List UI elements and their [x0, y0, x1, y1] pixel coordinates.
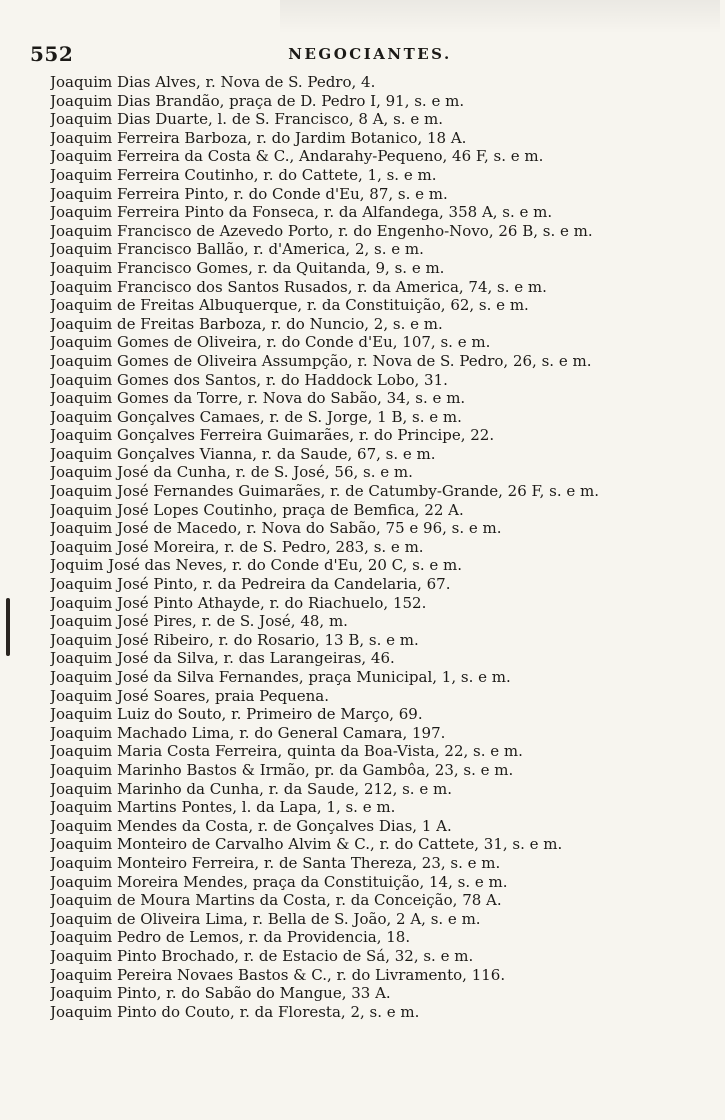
show-through-smudge [280, 0, 720, 34]
list-item: Joaquim José Soares, praia Pequena. [50, 686, 329, 705]
list-item: Joaquim Dias Duarte, l. de S. Francisco, 8 A, s. e m. [50, 110, 443, 129]
list-item: Joaquim José Fernandes Guimarães, r. de Catumby-Grande, 26 F, s. e m. [50, 482, 599, 501]
list-item: Joaquim Pedro de Lemos, r. da Providencia, 18. [50, 928, 411, 947]
list-item: Joaquim Monteiro Ferreira, r. de Santa Thereza, 23, s. e m. [50, 853, 501, 872]
list-item: Joquim José das Neves, r. do Conde d'Eu, 20 C, s. e m. [50, 556, 463, 575]
list-item: Joaquim José da Silva, r. das Larangeiras, 46. [50, 649, 395, 668]
list-item: Joaquim Martins Pontes, l. da Lapa, 1, s. e m. [50, 798, 396, 817]
list-item: Joaquim Francisco dos Santos Rusados, r. da America, 74, s. e m. [50, 277, 547, 296]
list-item: Joaquim Moreira Mendes, praça da Constituição, 14, s. e m. [50, 872, 508, 891]
list-item: Joaquim Gonçalves Vianna, r. da Saude, 67, s. e m. [50, 444, 436, 463]
list-item: Joaquim Maria Costa Ferreira, quinta da Boa-Vista, 22, s. e m. [50, 742, 523, 761]
list-item: Joaquim José Ribeiro, r. do Rosario, 13 B, s. e m. [50, 630, 419, 649]
list-item: Joaquim de Oliveira Lima, r. Bella de S. João, 2 A, s. e m. [50, 909, 481, 928]
list-item: Joaquim Ferreira da Costa & C., Andarahy-Pequeno, 46 F, s. e m. [50, 147, 544, 166]
list-item: Joaquim Pereira Novaes Bastos & C., r. do Livramento, 116. [50, 965, 506, 984]
list-item: Joaquim José da Cunha, r. de S. José, 56, s. e m. [50, 463, 413, 482]
list-item: Joaquim Gomes de Oliveira Assumpção, r. Nova de S. Pedro, 26, s. e m. [50, 351, 592, 370]
list-item: Joaquim Gonçalves Ferreira Guimarães, r. do Principe, 22. [50, 426, 495, 445]
list-item: Joaquim José Pinto, r. da Pedreira da Candelaria, 67. [50, 575, 451, 594]
list-item: Joaquim José Pires, r. de S. José, 48, m. [50, 612, 348, 631]
list-item: Joaquim Francisco Ballão, r. d'America, 2, s. e m. [50, 240, 424, 259]
list-item: Joaquim Luiz do Souto, r. Primeiro de Março, 69. [50, 705, 423, 724]
list-item: Joaquim Gomes da Torre, r. Nova do Sabão, 34, s. e m. [50, 389, 466, 408]
page-header [30, 42, 710, 66]
list-item: Joaquim Francisco Gomes, r. da Quitanda, 9, s. e m. [50, 258, 445, 277]
list-item: Joaquim José Lopes Coutinho, praça de Bemfica, 22 A. [50, 500, 464, 519]
list-item: Joaquim Pinto, r. do Sabão do Mangue, 33 A. [50, 984, 391, 1003]
list-item: Joaquim José Pinto Athayde, r. do Riachuelo, 152. [50, 593, 427, 612]
list-item: Joaquim José Moreira, r. de S. Pedro, 283, s. e m. [50, 537, 424, 556]
margin-ink-mark [6, 598, 10, 656]
list-item: Joaquim Marinho da Cunha, r. da Saude, 212, s. e m. [50, 779, 452, 798]
list-item: Joaquim José da Silva Fernandes, praça Municipal, 1, s. e m. [50, 668, 511, 686]
list-item: Joaquim Ferreira Pinto da Fonseca, r. da Alfandega, 358 A, s. e m. [50, 203, 553, 222]
list-item: Joaquim Marinho Bastos & Irmão, pr. da Gambôa, 23, s. e m. [50, 760, 514, 779]
list-item: Joaquim Monteiro de Carvalho Alvim & C., r. do Cattete, 31, s. e m. [50, 835, 563, 854]
list-item: Joaquim Gonçalves Camaes, r. de S. Jorge, 1 B, s. e m. [50, 407, 462, 426]
list-item: Joaquim de Moura Martins da Costa, r. da Conceição, 78 A. [50, 891, 502, 910]
section-title: NEGOCIANTES. [288, 45, 452, 63]
list-item: Joaquim Dias Brandão, praça de D. Pedro I, 91, s. e m. [50, 91, 465, 110]
list-item: Joaquim Ferreira Barboza, r. do Jardim Botanico, 18 A. [50, 128, 467, 147]
list-item: Joaquim Francisco de Azevedo Porto, r. do Engenho-Novo, 26 B, s. e m. [50, 221, 593, 240]
list-item: Joaquim de Freitas Barboza, r. do Nuncio, 2, s. e m. [50, 314, 443, 333]
list-item: Joaquim Machado Lima, r. do General Camara, 197. [50, 723, 446, 742]
list-item: Joaquim Gomes dos Santos, r. do Haddock Lobo, 31. [50, 370, 448, 389]
page-number: 552 [30, 42, 74, 66]
list-item: Joaquim Dias Alves, r. Nova de S. Pedro, 4. [50, 73, 376, 91]
list-item: Joaquim Mendes da Costa, r. de Gonçalves Dias, 1 A. [50, 816, 452, 835]
list-item: Joaquim Ferreira Pinto, r. do Conde d'Eu, 87, s. e m. [50, 184, 448, 203]
list-item: Joaquim Gomes de Oliveira, r. do Conde d'Eu, 107, s. e m. [50, 333, 491, 352]
list-item: Joaquim Pinto Brochado, r. de Estacio de Sá, 32, s. e m. [50, 946, 474, 965]
list-item: Joaquim Pinto do Couto, r. da Floresta, 2, s. e m. [50, 1002, 420, 1021]
list-item: Joaquim de Freitas Albuquerque, r. da Constituição, 62, s. e m. [50, 296, 529, 315]
list-item: Joaquim Ferreira Coutinho, r. do Cattete, 1, s. e m. [50, 165, 437, 184]
list-item: Joaquim José de Macedo, r. Nova do Sabão, 75 e 96, s. e m. [50, 519, 502, 538]
merchant-list [50, 73, 715, 1021]
